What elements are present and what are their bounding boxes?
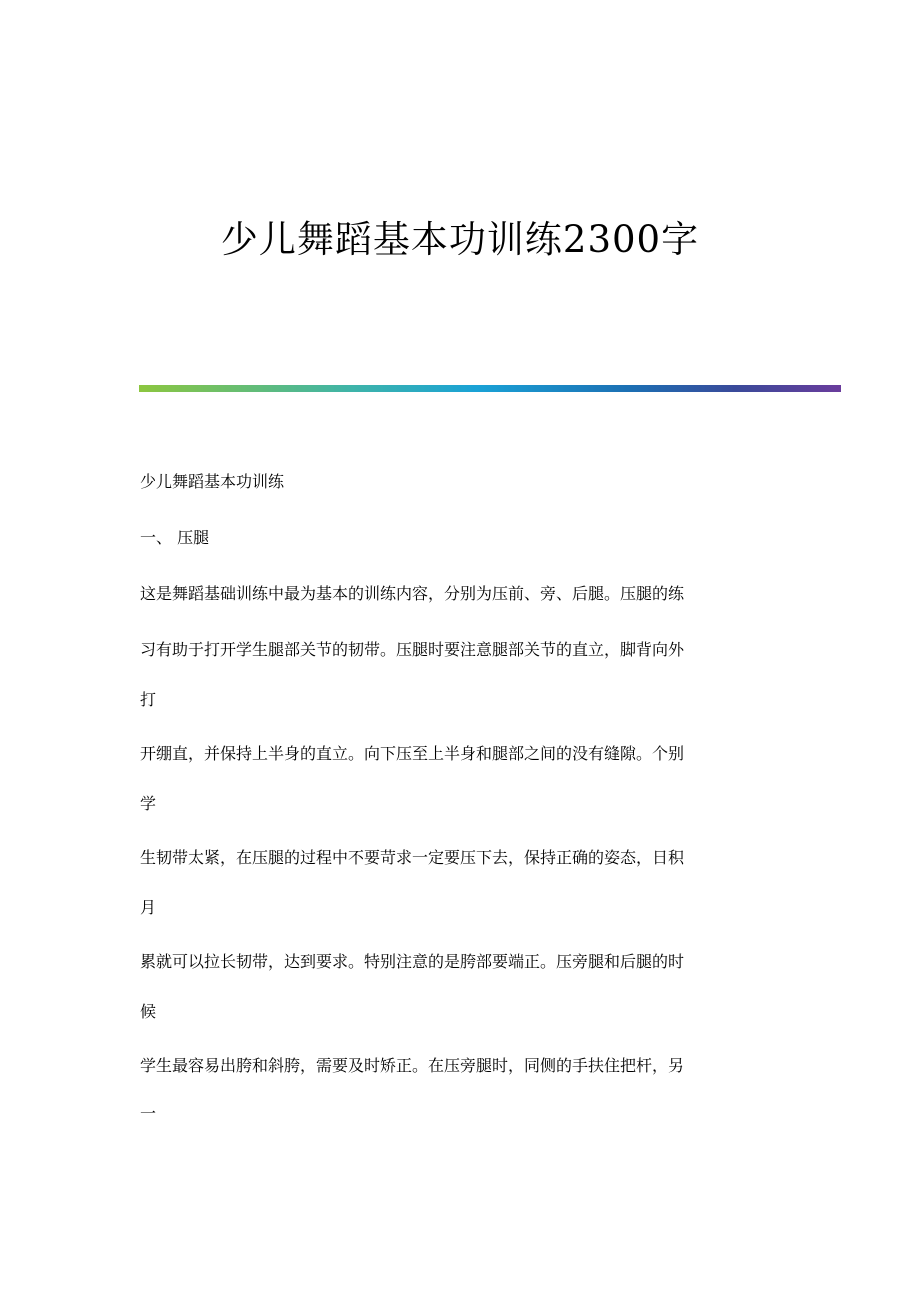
paragraph-line: 学 — [140, 794, 157, 813]
paragraph-line: 打 — [140, 690, 157, 709]
paragraph-line: 一 — [140, 1104, 157, 1123]
paragraph-line: 月 — [140, 898, 157, 917]
section-heading: 少儿舞蹈基本功训练 — [140, 472, 285, 491]
paragraph-line: 累就可以拉长韧带，达到要求。特别注意的是胯部要端正。压旁腿和后腿的时 — [140, 952, 685, 971]
paragraph-line: 开绷直，并保持上半身的直立。向下压至上半身和腿部之间的没有缝隙。个别 — [140, 744, 685, 763]
document-title: 少儿舞蹈基本功训练2300字 — [220, 218, 700, 261]
paragraph-line: 习有助于打开学生腿部关节的韧带。压腿时要注意腿部关节的直立，脚背向外 — [140, 640, 685, 659]
paragraph-line: 学生最容易出胯和斜胯，需要及时矫正。在压旁腿时，同侧的手扶住把杆，另 — [140, 1056, 685, 1075]
paragraph-line: 这是舞蹈基础训练中最为基本的训练内容，分别为压前、旁、后腿。压腿的练 — [140, 584, 685, 603]
paragraph-line: 候 — [140, 1002, 157, 1021]
title-divider-gradient-bar — [139, 385, 841, 392]
paragraph-line: 生韧带太紧，在压腿的过程中不要苛求一定要压下去，保持正确的姿态，日积 — [140, 848, 685, 867]
subsection-heading: 一、 压腿 — [140, 528, 210, 547]
